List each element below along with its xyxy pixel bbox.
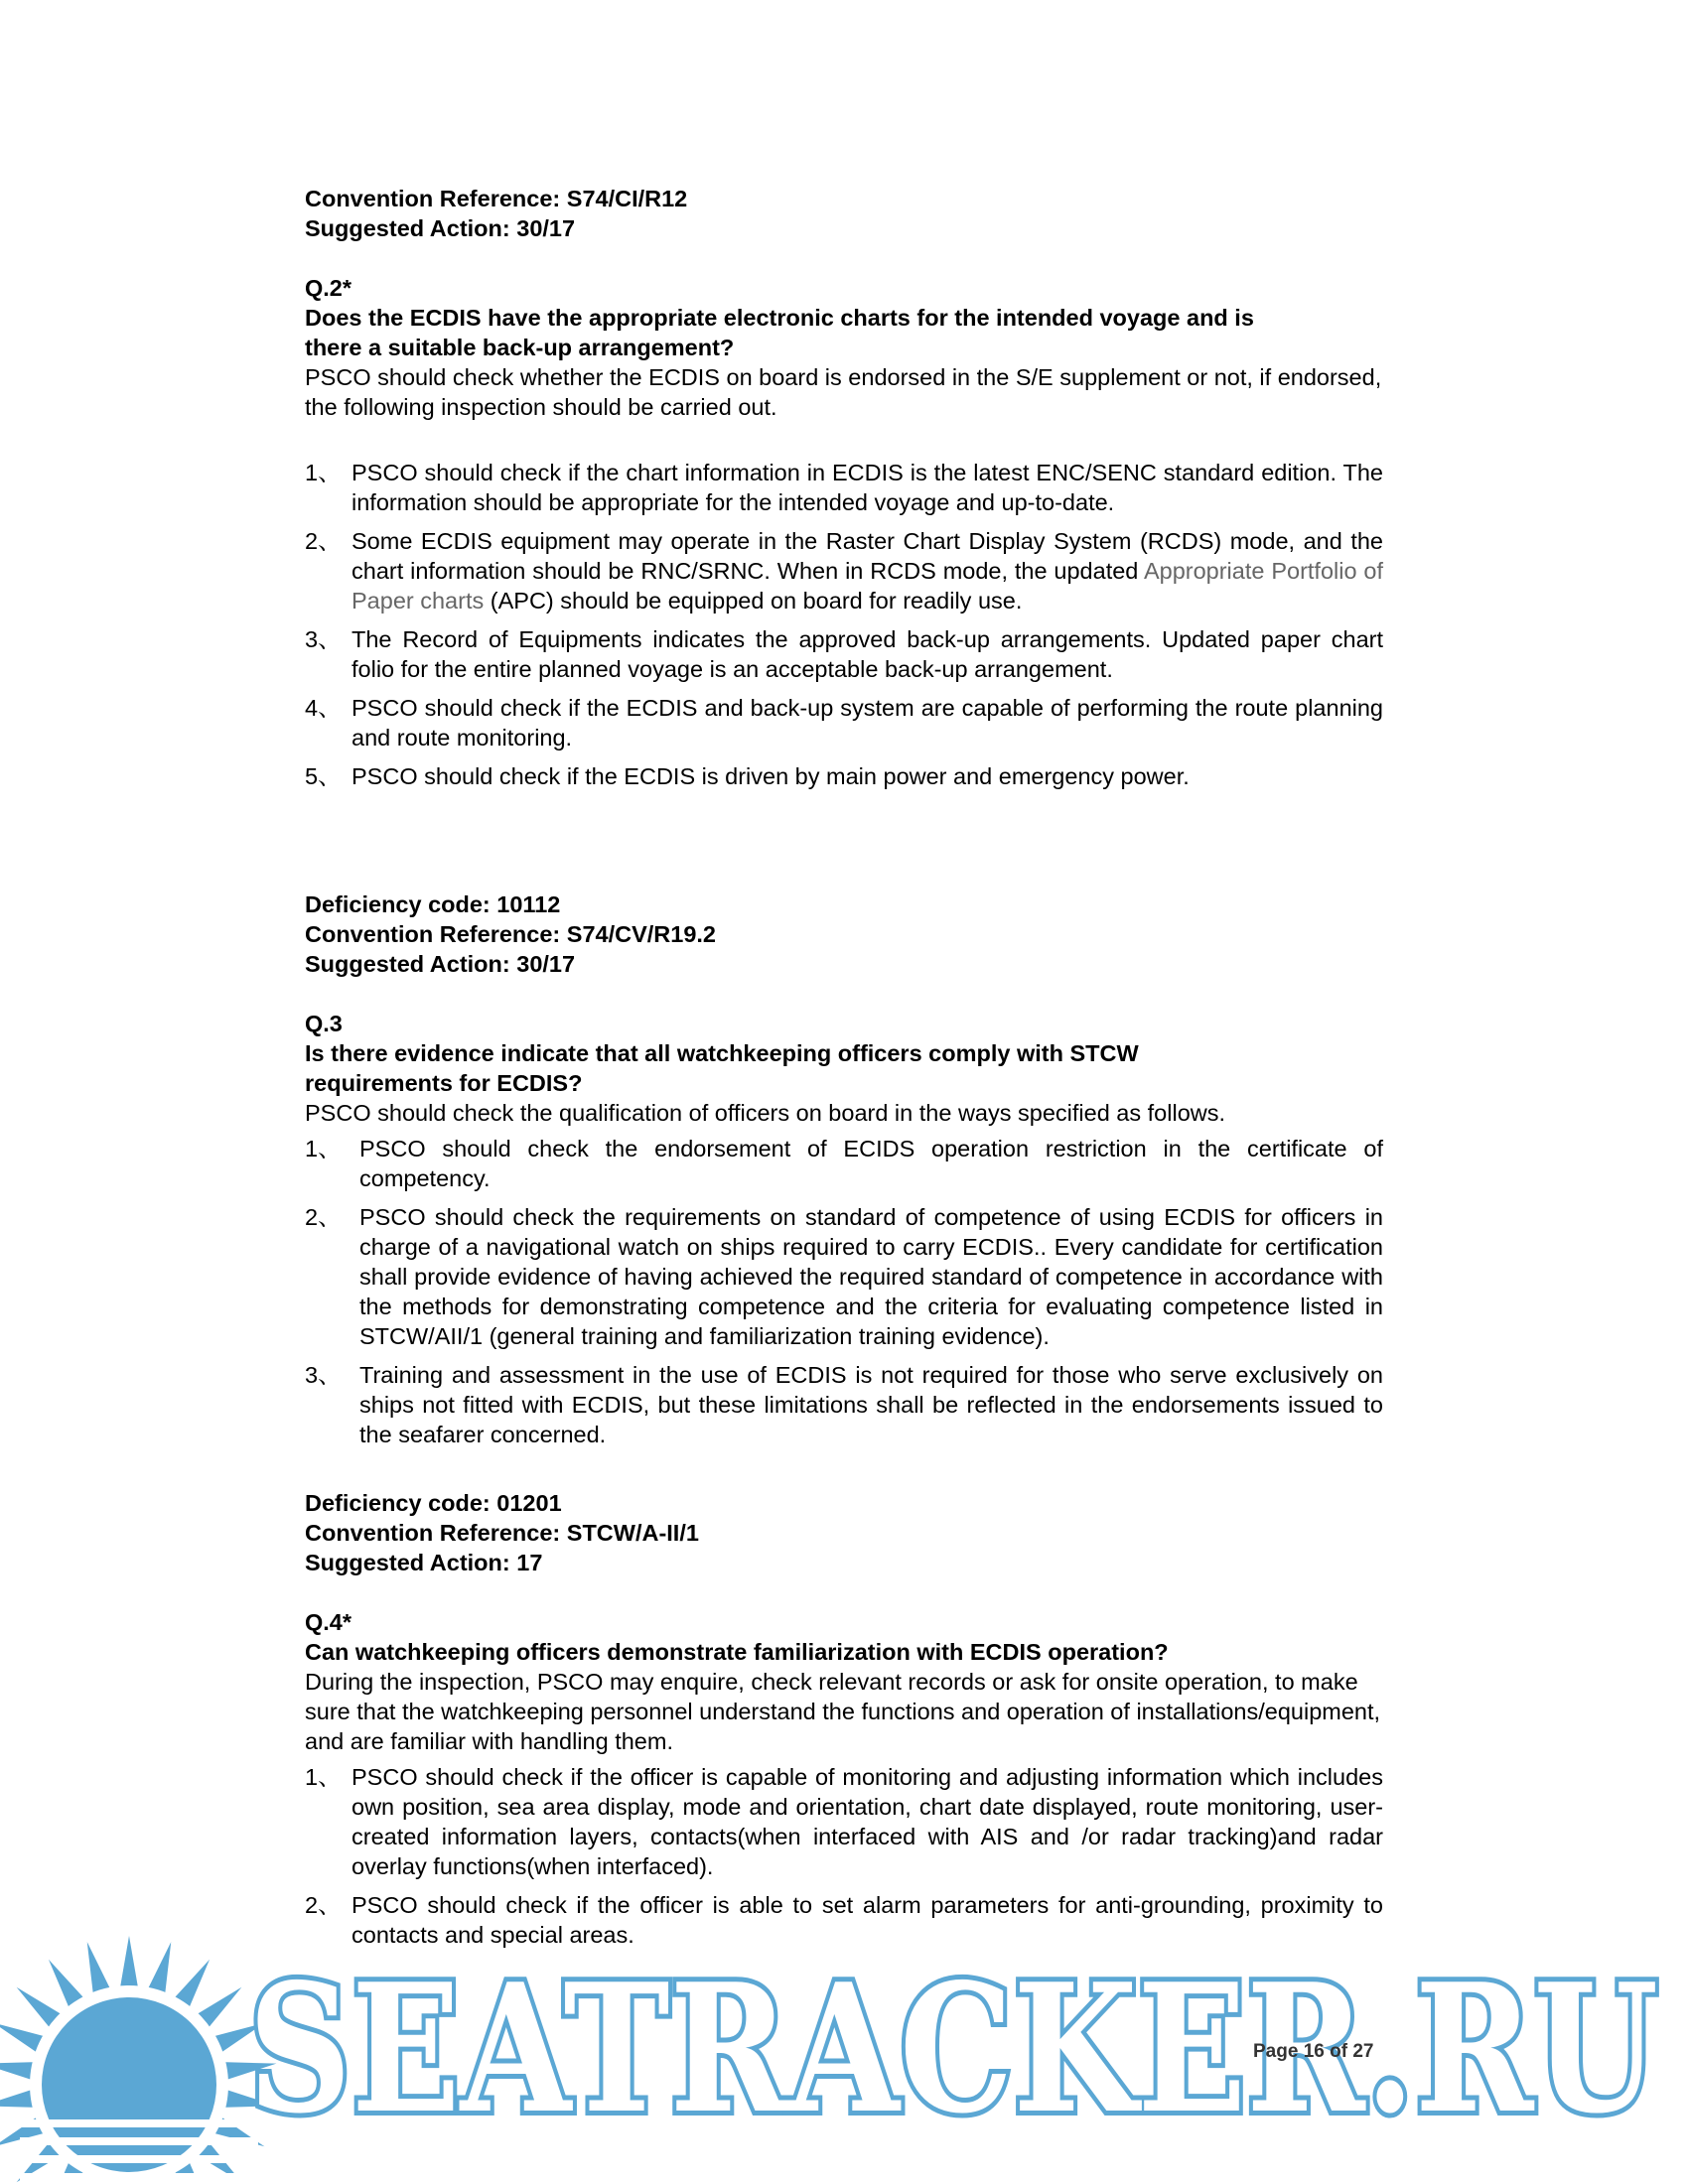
list-item-number: 5、: [305, 763, 342, 789]
watermark-text: SEATRACKER.RU: [248, 1945, 1658, 2152]
list-item-number: 1、: [305, 1764, 342, 1790]
list-item: [305, 761, 1383, 791]
convention-reference: Convention Reference: S74/CV/R19.2: [305, 921, 716, 947]
list-item-number: 1、: [305, 1136, 342, 1161]
question-number-q3: Q.3: [305, 1011, 343, 1036]
list-item-text: PSCO should check if the chart information in ECDIS is the latest ENC/SENC standard edition. The information should be appropriate for the intended voyage and up-to-date.: [352, 460, 1383, 515]
question-number-q4: Q.4*: [305, 1609, 352, 1635]
list-item-number: 2、: [305, 1892, 342, 1918]
sun-ray: [119, 1936, 139, 1994]
deficiency-code: Deficiency code: 10112: [305, 891, 561, 917]
question-number-q2: Q.2*: [305, 275, 352, 301]
list-item-text-highlight: Appropriate Portfolio of Paper charts: [352, 558, 1383, 614]
deficiency-code: Deficiency code: 01201: [305, 1490, 562, 1516]
question-text-q3-line1: Is there evidence indicate that all watchkeeping officers comply with STCW: [305, 1040, 1139, 1066]
sun-icon: [0, 1936, 276, 2184]
list-item-text: The Record of Equipments indicates the approved back-up arrangements. Updated paper chart folio for the entire planned voyage is an acceptable back-up arrangement.: [352, 626, 1383, 682]
list-item-text: PSCO should check the endorsement of ECIDS operation restriction in the certificate of competency.: [359, 1136, 1383, 1191]
list-item-text: Training and assessment in the use of ECDIS is not required for those who serve exclusively on ships not fitted with ECDIS, but these limitations shall be reflected in the endorsements issued to the seafarer concerned.: [359, 1362, 1383, 1447]
list-item-number: 4、: [305, 695, 342, 721]
suggested-action: Suggested Action: 30/17: [305, 215, 576, 241]
list-item-text: PSCO should check if the officer is capable of monitoring and adjusting information which includes own position, sea area display, mode and orientation, chart date displayed, route monitoring, user-created information layers, contacts(when interfaced with AIS and /or radar tracking)and radar overlay functions(when interfaced).: [352, 1764, 1383, 1879]
question-text-q2-line2: there a suitable back-up arrangement?: [305, 335, 735, 360]
list-item: [305, 526, 1383, 615]
list-item: [305, 693, 1383, 752]
convention-reference: Convention Reference: S74/CI/R12: [305, 186, 688, 211]
list-item-text: Some ECDIS equipment may operate in the Raster Chart Display System (RCDS) mode, and the chart information should be RNC/SRNC. When in RCDS mode, the updated: [352, 528, 1383, 584]
seatracker-watermark: [0, 1906, 1688, 2184]
list-item: [305, 1360, 1383, 1449]
list-item-text: PSCO should check if the officer is able to set alarm parameters for anti-grounding, proximity to contacts and special areas.: [352, 1892, 1383, 1948]
list-item: [305, 1134, 1383, 1193]
list-item-number: 2、: [305, 1204, 342, 1230]
list-item-number: 1、: [305, 460, 342, 485]
list-item: [305, 1202, 1383, 1351]
list-item-number: 2、: [305, 528, 342, 554]
question-text-q4: Can watchkeeping officers demonstrate familiarization with ECDIS operation?: [305, 1639, 1169, 1665]
question-intro-q3: PSCO should check the qualification of officers on board in the ways specified as follows.: [305, 1100, 1226, 1126]
list-item-text: PSCO should check if the ECDIS is driven by main power and emergency power.: [352, 763, 1190, 789]
convention-reference: Convention Reference: STCW/A-II/1: [305, 1520, 699, 1546]
list-item-number: 3、: [305, 626, 342, 652]
q2-check-list: [305, 458, 1383, 791]
question-text-q2-line1: Does the ECDIS have the appropriate electronic charts for the intended voyage and is: [305, 305, 1254, 331]
question-intro-q2: PSCO should check whether the ECDIS on board is endorsed in the S/E supplement or not, if endorsed, the following inspection should be carried out.: [305, 364, 1382, 420]
list-item: [305, 624, 1383, 684]
question-text-q3-line2: requirements for ECDIS?: [305, 1070, 583, 1096]
page-number: Page 16 of 27: [1253, 2041, 1374, 2062]
list-item-text: PSCO should check the requirements on standard of competence of using ECDIS for officers in charge of a navigational watch on ships required to carry ECDIS.. Every candidate for certification shall provide evidence of having achieved the required standard of competence in accordance with the methods for demonstrating competence and the criteria for evaluating competence listed in STCW/AII/1 (general training and familiarization training evidence).: [359, 1204, 1383, 1349]
question-intro-q4: During the inspection, PSCO may enquire, check relevant records or ask for onsite operation, to make sure that the watchkeeping personnel understand the functions and operation of installations/equipment, and are familiar with handling them.: [305, 1669, 1381, 1754]
list-item: [305, 1762, 1383, 1881]
list-item-text: PSCO should check if the ECDIS and back-up system are capable of performing the route planning and route monitoring.: [352, 695, 1383, 751]
list-item-text: (APC) should be equipped on board for readily use.: [484, 588, 1023, 614]
document-page: [305, 184, 1383, 1959]
suggested-action: Suggested Action: 30/17: [305, 951, 576, 977]
q3-check-list: [305, 1134, 1383, 1449]
suggested-action: Suggested Action: 17: [305, 1550, 543, 1575]
list-item: [305, 458, 1383, 517]
list-item-number: 3、: [305, 1362, 342, 1388]
